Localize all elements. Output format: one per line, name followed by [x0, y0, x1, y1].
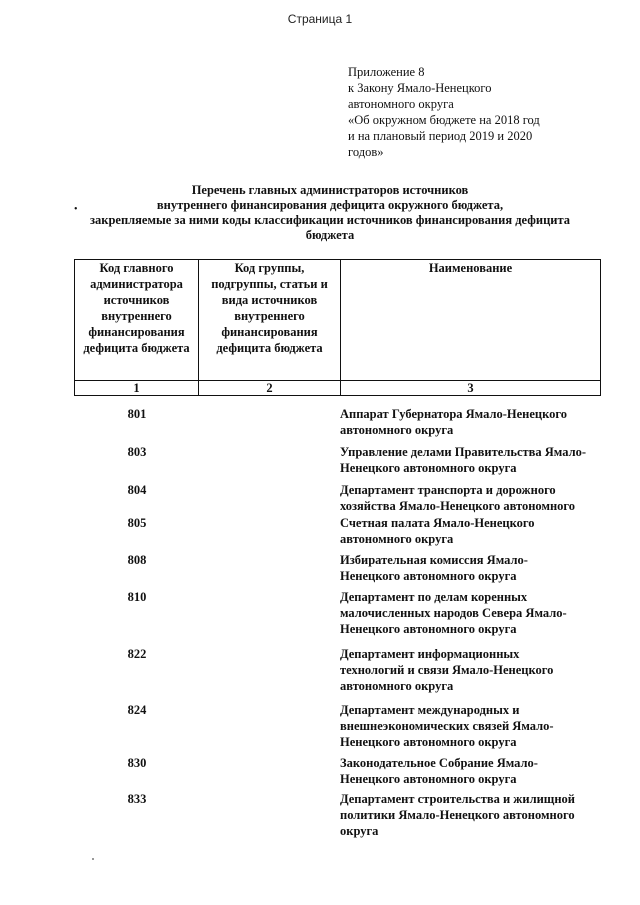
page-label: Страница 1 — [287, 12, 353, 26]
admin-name: Департамент транспорта и дорожного хозяйства Ямало-Ненецкого автономного — [340, 483, 576, 513]
admin-code: 810 — [127, 590, 147, 604]
appendix-line: годов» — [348, 145, 384, 159]
scan-speck: • — [74, 204, 78, 215]
table-row — [74, 646, 614, 702]
table-row — [74, 552, 614, 589]
admin-name: Управление делами Правительства Ямало- Ненецкого автономного округа — [340, 445, 586, 475]
table-row — [74, 589, 614, 646]
admin-name: Департамент по делам коренных малочисленных народов Севера Ямало- Ненецкого автономного округа — [340, 590, 567, 636]
admin-name: Департамент международных и внешнеэкономических связей Ямало- Ненецкого автономного округа — [340, 703, 554, 749]
admin-name: Счетная палата Ямало-Ненецкого автономного округа — [340, 516, 535, 546]
admin-name: Департамент строительства и жилищной политики Ямало-Ненецкого автономного округа — [340, 792, 575, 838]
header-group-code: Код группы, подгруппы, статьи и вида источников внутреннего финансирования дефицита бюджета — [199, 260, 341, 381]
table-row — [74, 515, 614, 552]
column-number: 2 — [199, 381, 341, 396]
admin-code: 803 — [127, 445, 147, 459]
admin-code: 824 — [127, 703, 147, 717]
admin-code: 804 — [127, 483, 147, 497]
appendix-line: автономного округа — [348, 97, 454, 111]
table-row — [74, 755, 614, 791]
appendix-line: к Закону Ямало-Ненецкого — [348, 81, 492, 95]
table-row — [74, 482, 614, 515]
admin-code: 805 — [127, 516, 147, 530]
title-line: внутреннего финансирования дефицита окружного бюджета, — [156, 198, 504, 212]
administrators-list — [74, 406, 614, 843]
header-name: Наименование — [341, 260, 601, 381]
title-line: Перечень главных администраторов источников — [191, 183, 469, 197]
admin-name: Аппарат Губернатора Ямало-Ненецкого автономного округа — [340, 407, 568, 437]
header-admin-code: Код главного администратора источников внутреннего финансирования дефицита бюджета — [75, 260, 199, 381]
admin-code: 801 — [127, 407, 147, 421]
appendix-note — [348, 64, 608, 160]
admin-code: 830 — [127, 756, 147, 770]
table-row — [74, 444, 614, 482]
admin-name: Департамент информационных технологий и связи Ямало-Ненецкого автономного округа — [340, 647, 554, 693]
admin-code: 822 — [127, 647, 147, 661]
title-line: закрепляемые за ними коды классификации источников финансирования дефицита — [89, 213, 571, 227]
column-number: 1 — [75, 381, 199, 396]
appendix-line: и на плановый период 2019 и 2020 — [348, 129, 533, 143]
admin-name: Законодательное Собрание Ямало- Ненецкого автономного округа — [340, 756, 538, 786]
scan-speck — [92, 858, 94, 860]
admin-name: Избирательная комиссия Ямало- Ненецкого автономного округа — [340, 553, 528, 583]
appendix-line: Приложение 8 — [348, 65, 425, 79]
table-row — [74, 791, 614, 843]
document-title — [60, 183, 600, 243]
admin-code: 808 — [127, 553, 147, 567]
appendix-line: «Об окружном бюджете на 2018 год — [348, 113, 540, 127]
table-row — [74, 406, 614, 444]
title-line: бюджета — [305, 228, 355, 242]
admin-code: 833 — [127, 792, 147, 806]
header-table — [74, 259, 601, 396]
column-number: 3 — [341, 381, 601, 396]
table-row — [74, 702, 614, 755]
